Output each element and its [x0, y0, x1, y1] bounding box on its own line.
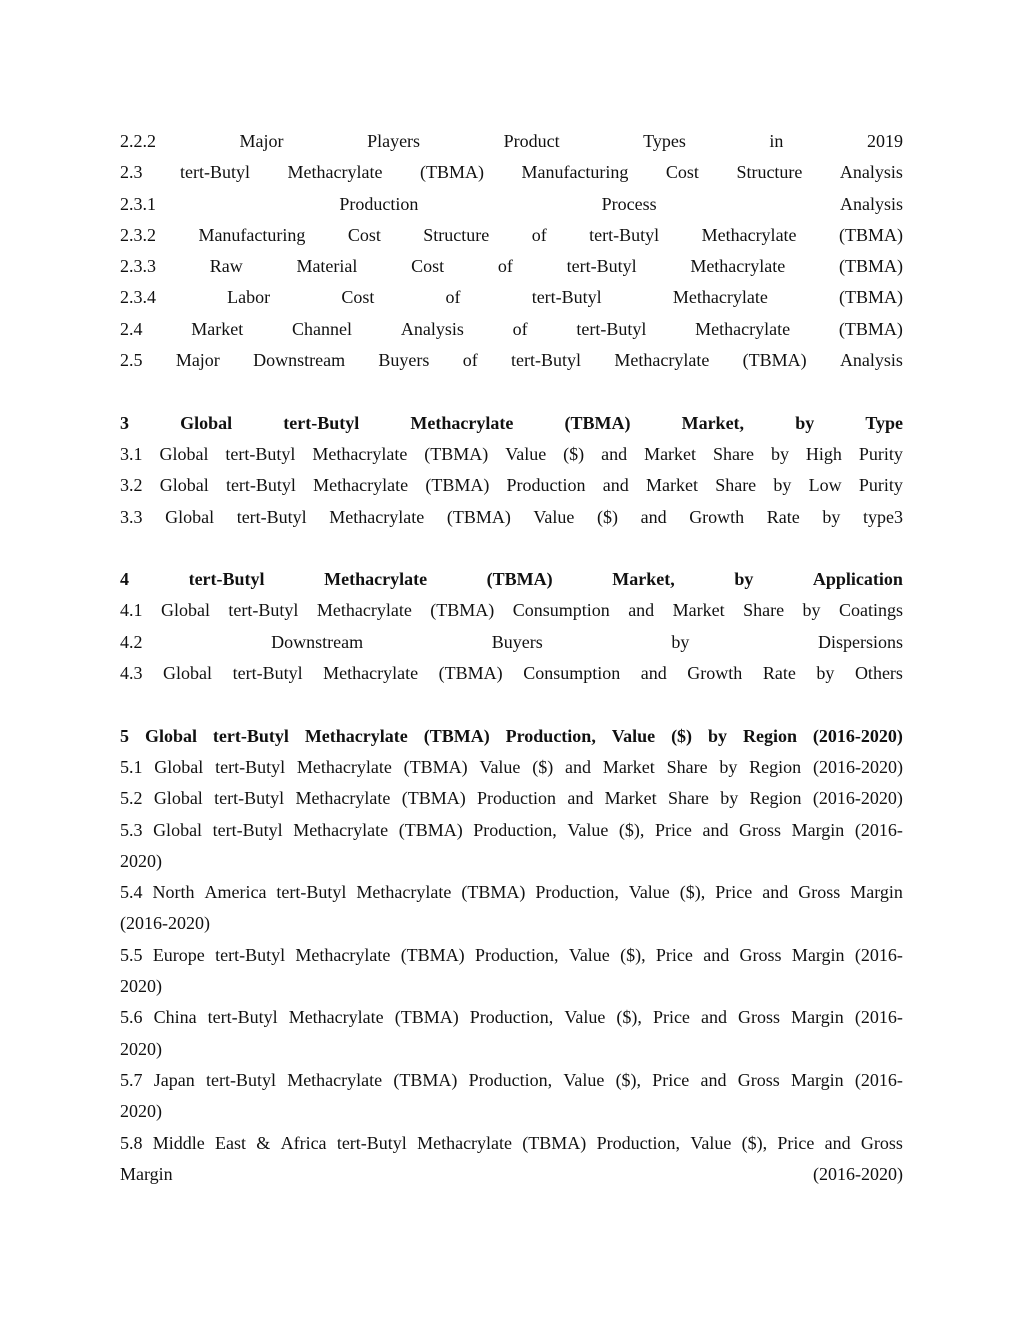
- word: Methacrylate: [287, 162, 383, 183]
- word: ($),: [620, 944, 646, 965]
- word: Methacrylate: [295, 788, 391, 809]
- word: Global: [153, 788, 203, 809]
- word: by: [720, 788, 739, 809]
- word: (TBMA): [424, 443, 489, 464]
- word: (2016-2020): [812, 756, 903, 777]
- word: High: [805, 443, 842, 464]
- word: and: [700, 1069, 727, 1090]
- word: Middle: [152, 1132, 205, 1153]
- word: Production: [506, 475, 586, 496]
- toc-line: [120, 971, 903, 1002]
- word: Margin: [791, 1069, 844, 1090]
- section-heading: [120, 564, 903, 595]
- word: &: [256, 1132, 271, 1153]
- document-page: [120, 126, 903, 1190]
- word: Price: [654, 819, 692, 840]
- word: North: [152, 882, 195, 903]
- word: Price: [655, 944, 693, 965]
- toc-line: [120, 1065, 903, 1096]
- word: and: [565, 756, 592, 777]
- word: Gross: [739, 819, 782, 840]
- toc-line: [120, 940, 903, 971]
- word: 5.1: [120, 756, 143, 777]
- toc-line: [120, 1034, 903, 1065]
- word: 2020): [120, 1101, 162, 1122]
- word: (TBMA): [446, 506, 511, 527]
- word: Methacrylate: [293, 819, 389, 840]
- section-heading: [120, 721, 903, 752]
- word: (TBMA): [486, 569, 553, 590]
- toc-line: [120, 595, 903, 626]
- toc-line: [120, 846, 903, 877]
- word: of: [497, 256, 513, 277]
- word: Value: [567, 819, 609, 840]
- toc-line: [120, 908, 903, 939]
- word: Production: [339, 193, 419, 214]
- word: Methacrylate: [417, 1132, 513, 1153]
- word: 4.3: [120, 663, 143, 684]
- word: 2.3.1: [120, 193, 156, 214]
- word: tert-Butyl: [576, 318, 647, 339]
- word: (TBMA): [400, 944, 465, 965]
- word: 5.6: [120, 1007, 143, 1028]
- word: Production,: [473, 819, 557, 840]
- word: ($): [532, 756, 554, 777]
- word: in: [769, 131, 784, 151]
- word: Others: [854, 663, 903, 684]
- word: Dispersions: [817, 631, 903, 652]
- word: Downstream: [253, 350, 346, 371]
- word: 2019: [866, 131, 903, 151]
- word: Price: [777, 1132, 815, 1153]
- word: Market: [644, 443, 697, 464]
- word: Application: [812, 569, 903, 590]
- word: and: [703, 944, 730, 965]
- word: Cost: [665, 162, 699, 183]
- word: Downstream: [271, 631, 364, 652]
- word: 5.2: [120, 788, 143, 809]
- word: tert-Butyl: [215, 756, 286, 777]
- word: of: [512, 318, 528, 339]
- toc-line: [120, 502, 903, 533]
- word: Value: [505, 443, 547, 464]
- word: (TBMA): [430, 600, 495, 621]
- word: Coatings: [838, 600, 903, 621]
- word: Consumption: [512, 600, 610, 621]
- word: (2016-2020): [813, 1163, 903, 1184]
- word: Analysis: [839, 193, 903, 214]
- word: Gross: [798, 882, 841, 903]
- word: Value: [568, 944, 610, 965]
- word: (TBMA): [423, 725, 490, 746]
- word: by: [816, 663, 835, 684]
- word: by: [802, 600, 821, 621]
- word: (TBMA): [564, 412, 631, 433]
- word: 2.3.2: [120, 224, 156, 245]
- word: Manufacturing: [521, 162, 629, 183]
- word: Raw: [209, 256, 243, 277]
- word: Africa: [280, 1132, 327, 1153]
- word: Value: [690, 1132, 732, 1153]
- word: China: [153, 1007, 197, 1028]
- word: ($),: [741, 1132, 768, 1153]
- word: (TBMA): [419, 162, 484, 183]
- word: (TBMA): [394, 1007, 459, 1028]
- word: Structure: [423, 224, 490, 245]
- word: and: [700, 1007, 727, 1028]
- word: ($): [597, 506, 618, 527]
- word: Market: [645, 475, 698, 496]
- word: and: [762, 882, 789, 903]
- word: Methacrylate: [312, 443, 408, 464]
- word: Methacrylate: [690, 256, 786, 277]
- word: 2020): [120, 976, 162, 997]
- word: Growth: [687, 663, 743, 684]
- word: Margin: [791, 944, 845, 965]
- word: (TBMA): [461, 882, 526, 903]
- word: Market: [191, 318, 244, 339]
- word: Rate: [762, 663, 796, 684]
- word: East: [215, 1132, 247, 1153]
- word: 5: [120, 725, 129, 746]
- word: Gross: [737, 1069, 780, 1090]
- word: Region: [749, 756, 802, 777]
- word: Price: [715, 882, 753, 903]
- word: Value: [479, 756, 521, 777]
- word: tert-Butyl: [207, 1007, 278, 1028]
- word: Margin: [120, 1163, 173, 1184]
- word: Market: [672, 600, 725, 621]
- word: Consumption: [523, 663, 621, 684]
- section-heading: [120, 408, 903, 439]
- word: 3.3: [120, 506, 143, 527]
- word: (2016-: [854, 1007, 903, 1028]
- word: of: [445, 287, 461, 308]
- word: (TBMA): [742, 350, 807, 371]
- word: tert-Butyl: [531, 287, 602, 308]
- word: Global: [180, 412, 233, 433]
- word: Production,: [596, 1132, 681, 1153]
- word: and: [628, 600, 655, 621]
- word: type3: [862, 506, 903, 527]
- word: by: [773, 475, 792, 496]
- word: Value: [564, 1007, 606, 1028]
- toc-line: [120, 627, 903, 658]
- word: 3.1: [120, 443, 143, 464]
- word: Methacrylate: [288, 1007, 384, 1028]
- word: Analysis: [839, 162, 903, 183]
- word: tert-Butyl: [232, 663, 303, 684]
- word: by: [734, 569, 754, 590]
- word: (TBMA): [838, 287, 903, 308]
- word: Purity: [858, 475, 903, 496]
- word: (TBMA): [398, 819, 463, 840]
- word: America: [204, 882, 267, 903]
- toc-line: [120, 1002, 903, 1033]
- word: by: [770, 443, 789, 464]
- word: Europe: [152, 944, 205, 965]
- word: (2016-2020): [812, 725, 903, 746]
- word: Buyers: [378, 350, 430, 371]
- word: Players: [367, 131, 421, 151]
- word: Market,: [612, 569, 675, 590]
- word: (TBMA): [838, 224, 903, 245]
- word: Cost: [411, 256, 445, 277]
- word: (TBMA): [838, 256, 903, 277]
- word: 5.7: [120, 1069, 143, 1090]
- word: Region: [742, 725, 797, 746]
- word: tert-Butyl: [589, 224, 660, 245]
- word: Price: [652, 1069, 690, 1090]
- word: tert-Butyl: [212, 725, 289, 746]
- word: Global: [163, 663, 213, 684]
- word: tert-Butyl: [236, 506, 307, 527]
- toc-line: [120, 251, 903, 282]
- toc-line: [120, 126, 903, 157]
- word: (TBMA): [393, 1069, 458, 1090]
- word: Production,: [535, 882, 619, 903]
- word: Structure: [736, 162, 803, 183]
- word: tert-Butyl: [214, 788, 285, 809]
- word: Channel: [292, 318, 353, 339]
- word: Labor: [227, 287, 271, 308]
- word: Methacrylate: [356, 882, 452, 903]
- word: Gross: [738, 1007, 781, 1028]
- word: tert-Butyl: [180, 162, 250, 183]
- word: tert-Butyl: [228, 600, 299, 621]
- word: Global: [144, 725, 197, 746]
- word: tert-Butyl: [215, 944, 286, 965]
- word: (2016-: [854, 944, 903, 965]
- word: Methacrylate: [614, 350, 710, 371]
- word: 3: [120, 412, 129, 433]
- word: Product: [503, 131, 560, 151]
- word: Growth: [689, 506, 745, 527]
- word: Global: [153, 819, 203, 840]
- word: Value: [611, 725, 656, 746]
- word: 5.5: [120, 944, 143, 965]
- word: Cost: [347, 224, 381, 245]
- word: Region: [749, 788, 802, 809]
- word: Global: [159, 443, 209, 464]
- word: Market: [602, 756, 655, 777]
- word: Global: [165, 506, 215, 527]
- toc-line: [120, 815, 903, 846]
- toc-line: [120, 345, 903, 376]
- word: tert-Butyl: [212, 819, 283, 840]
- word: Methacrylate: [323, 663, 419, 684]
- word: and: [601, 443, 628, 464]
- word: Methacrylate: [296, 756, 392, 777]
- word: Value: [563, 1069, 605, 1090]
- word: (TBMA): [838, 318, 903, 339]
- word: (TBMA): [522, 1132, 587, 1153]
- word: Market: [604, 788, 657, 809]
- word: Methacrylate: [324, 569, 428, 590]
- word: 2.3.4: [120, 287, 156, 308]
- word: tert-Butyl: [283, 412, 360, 433]
- word: Methacrylate: [304, 725, 408, 746]
- word: and: [602, 475, 629, 496]
- word: Gross: [739, 944, 782, 965]
- word: 2.5: [120, 350, 143, 371]
- word: ($),: [615, 1069, 642, 1090]
- word: Gross: [860, 1132, 903, 1153]
- word: tert-Butyl: [225, 475, 296, 496]
- toc-line: [120, 783, 903, 814]
- word: (2016-: [854, 1069, 903, 1090]
- word: tert-Butyl: [225, 443, 296, 464]
- word: Value: [533, 506, 575, 527]
- word: Production,: [475, 944, 559, 965]
- toc-line: [120, 877, 903, 908]
- word: Margin: [791, 1007, 844, 1028]
- word: Global: [160, 600, 210, 621]
- word: (TBMA): [438, 663, 503, 684]
- toc-line: [120, 282, 903, 313]
- word: Methacrylate: [287, 1069, 383, 1090]
- word: 2.3.3: [120, 256, 156, 277]
- word: 3.2: [120, 475, 143, 496]
- word: 5.3: [120, 819, 143, 840]
- word: 5.4: [120, 882, 143, 903]
- word: 4.1: [120, 600, 143, 621]
- word: Material: [296, 256, 358, 277]
- word: Methacrylate: [701, 224, 797, 245]
- toc-line: [120, 1159, 903, 1190]
- word: by: [671, 631, 690, 652]
- word: Production,: [468, 1069, 553, 1090]
- word: Methacrylate: [313, 475, 409, 496]
- word: Share: [666, 756, 708, 777]
- word: Analysis: [839, 350, 903, 371]
- word: Major: [175, 350, 220, 371]
- word: Share: [667, 788, 709, 809]
- word: ($): [671, 725, 693, 746]
- word: Type: [865, 412, 903, 433]
- word: Types: [643, 131, 686, 151]
- toc-line: [120, 1128, 903, 1159]
- word: tert-Butyl: [188, 569, 265, 590]
- word: Market,: [681, 412, 745, 433]
- word: Production: [477, 788, 557, 809]
- toc-line: [120, 658, 903, 689]
- word: (TBMA): [403, 756, 468, 777]
- word: Price: [652, 1007, 690, 1028]
- word: 2020): [120, 850, 162, 871]
- word: Cost: [341, 287, 375, 308]
- word: 2.2.2: [120, 131, 156, 151]
- word: and: [640, 663, 667, 684]
- word: Methacrylate: [316, 600, 412, 621]
- word: Global: [159, 475, 209, 496]
- word: Manufacturing: [198, 224, 306, 245]
- word: of: [531, 224, 547, 245]
- word: Margin: [791, 819, 845, 840]
- word: tert-Butyl: [276, 882, 347, 903]
- word: (TBMA): [401, 788, 466, 809]
- word: 2020): [120, 1038, 162, 1059]
- word: Major: [239, 131, 284, 151]
- word: Value: [628, 882, 670, 903]
- word: Methacrylate: [672, 287, 768, 308]
- word: ($),: [618, 819, 645, 840]
- word: Methacrylate: [295, 944, 391, 965]
- toc-line: [120, 752, 903, 783]
- word: 2.4: [120, 318, 143, 339]
- word: and: [640, 506, 667, 527]
- word: Global: [154, 756, 204, 777]
- word: Methacrylate: [329, 506, 425, 527]
- word: ($): [563, 443, 585, 464]
- word: Japan: [153, 1069, 195, 1090]
- word: Methacrylate: [695, 318, 791, 339]
- word: by: [708, 725, 728, 746]
- word: Margin: [850, 882, 903, 903]
- word: Purity: [858, 443, 903, 464]
- word: Production,: [505, 725, 596, 746]
- word: by: [719, 756, 738, 777]
- toc-line: [120, 1096, 903, 1127]
- word: Analysis: [400, 318, 464, 339]
- word: Process: [601, 193, 657, 214]
- word: Share: [713, 443, 754, 464]
- word: tert-Butyl: [566, 256, 637, 277]
- word: 4.2: [120, 631, 143, 652]
- word: and: [824, 1132, 851, 1153]
- word: ($),: [616, 1007, 642, 1028]
- word: (2016-: [854, 819, 903, 840]
- word: and: [567, 788, 594, 809]
- word: 2.3: [120, 162, 143, 183]
- word: by: [795, 412, 815, 433]
- toc-line: [120, 157, 903, 188]
- toc-line: [120, 314, 903, 345]
- word: Rate: [766, 506, 800, 527]
- toc-line: [120, 220, 903, 251]
- word: tert-Butyl: [511, 350, 582, 371]
- toc-line: [120, 439, 903, 470]
- word: 4: [120, 569, 129, 590]
- word: Share: [715, 475, 757, 496]
- toc-line: [120, 189, 903, 220]
- word: 5.8: [120, 1132, 143, 1153]
- word: of: [462, 350, 478, 371]
- word: (2016-2020): [120, 913, 210, 934]
- word: tert-Butyl: [205, 1069, 276, 1090]
- word: Production,: [469, 1007, 554, 1028]
- word: (2016-2020): [812, 788, 903, 809]
- word: by: [822, 506, 841, 527]
- word: tert-Butyl: [336, 1132, 407, 1153]
- word: Low: [808, 475, 842, 496]
- word: Buyers: [491, 631, 543, 652]
- word: and: [702, 819, 729, 840]
- toc-line: [120, 470, 903, 501]
- word: Methacrylate: [410, 412, 514, 433]
- word: ($),: [679, 882, 706, 903]
- word: Share: [743, 600, 785, 621]
- word: (TBMA): [425, 475, 490, 496]
